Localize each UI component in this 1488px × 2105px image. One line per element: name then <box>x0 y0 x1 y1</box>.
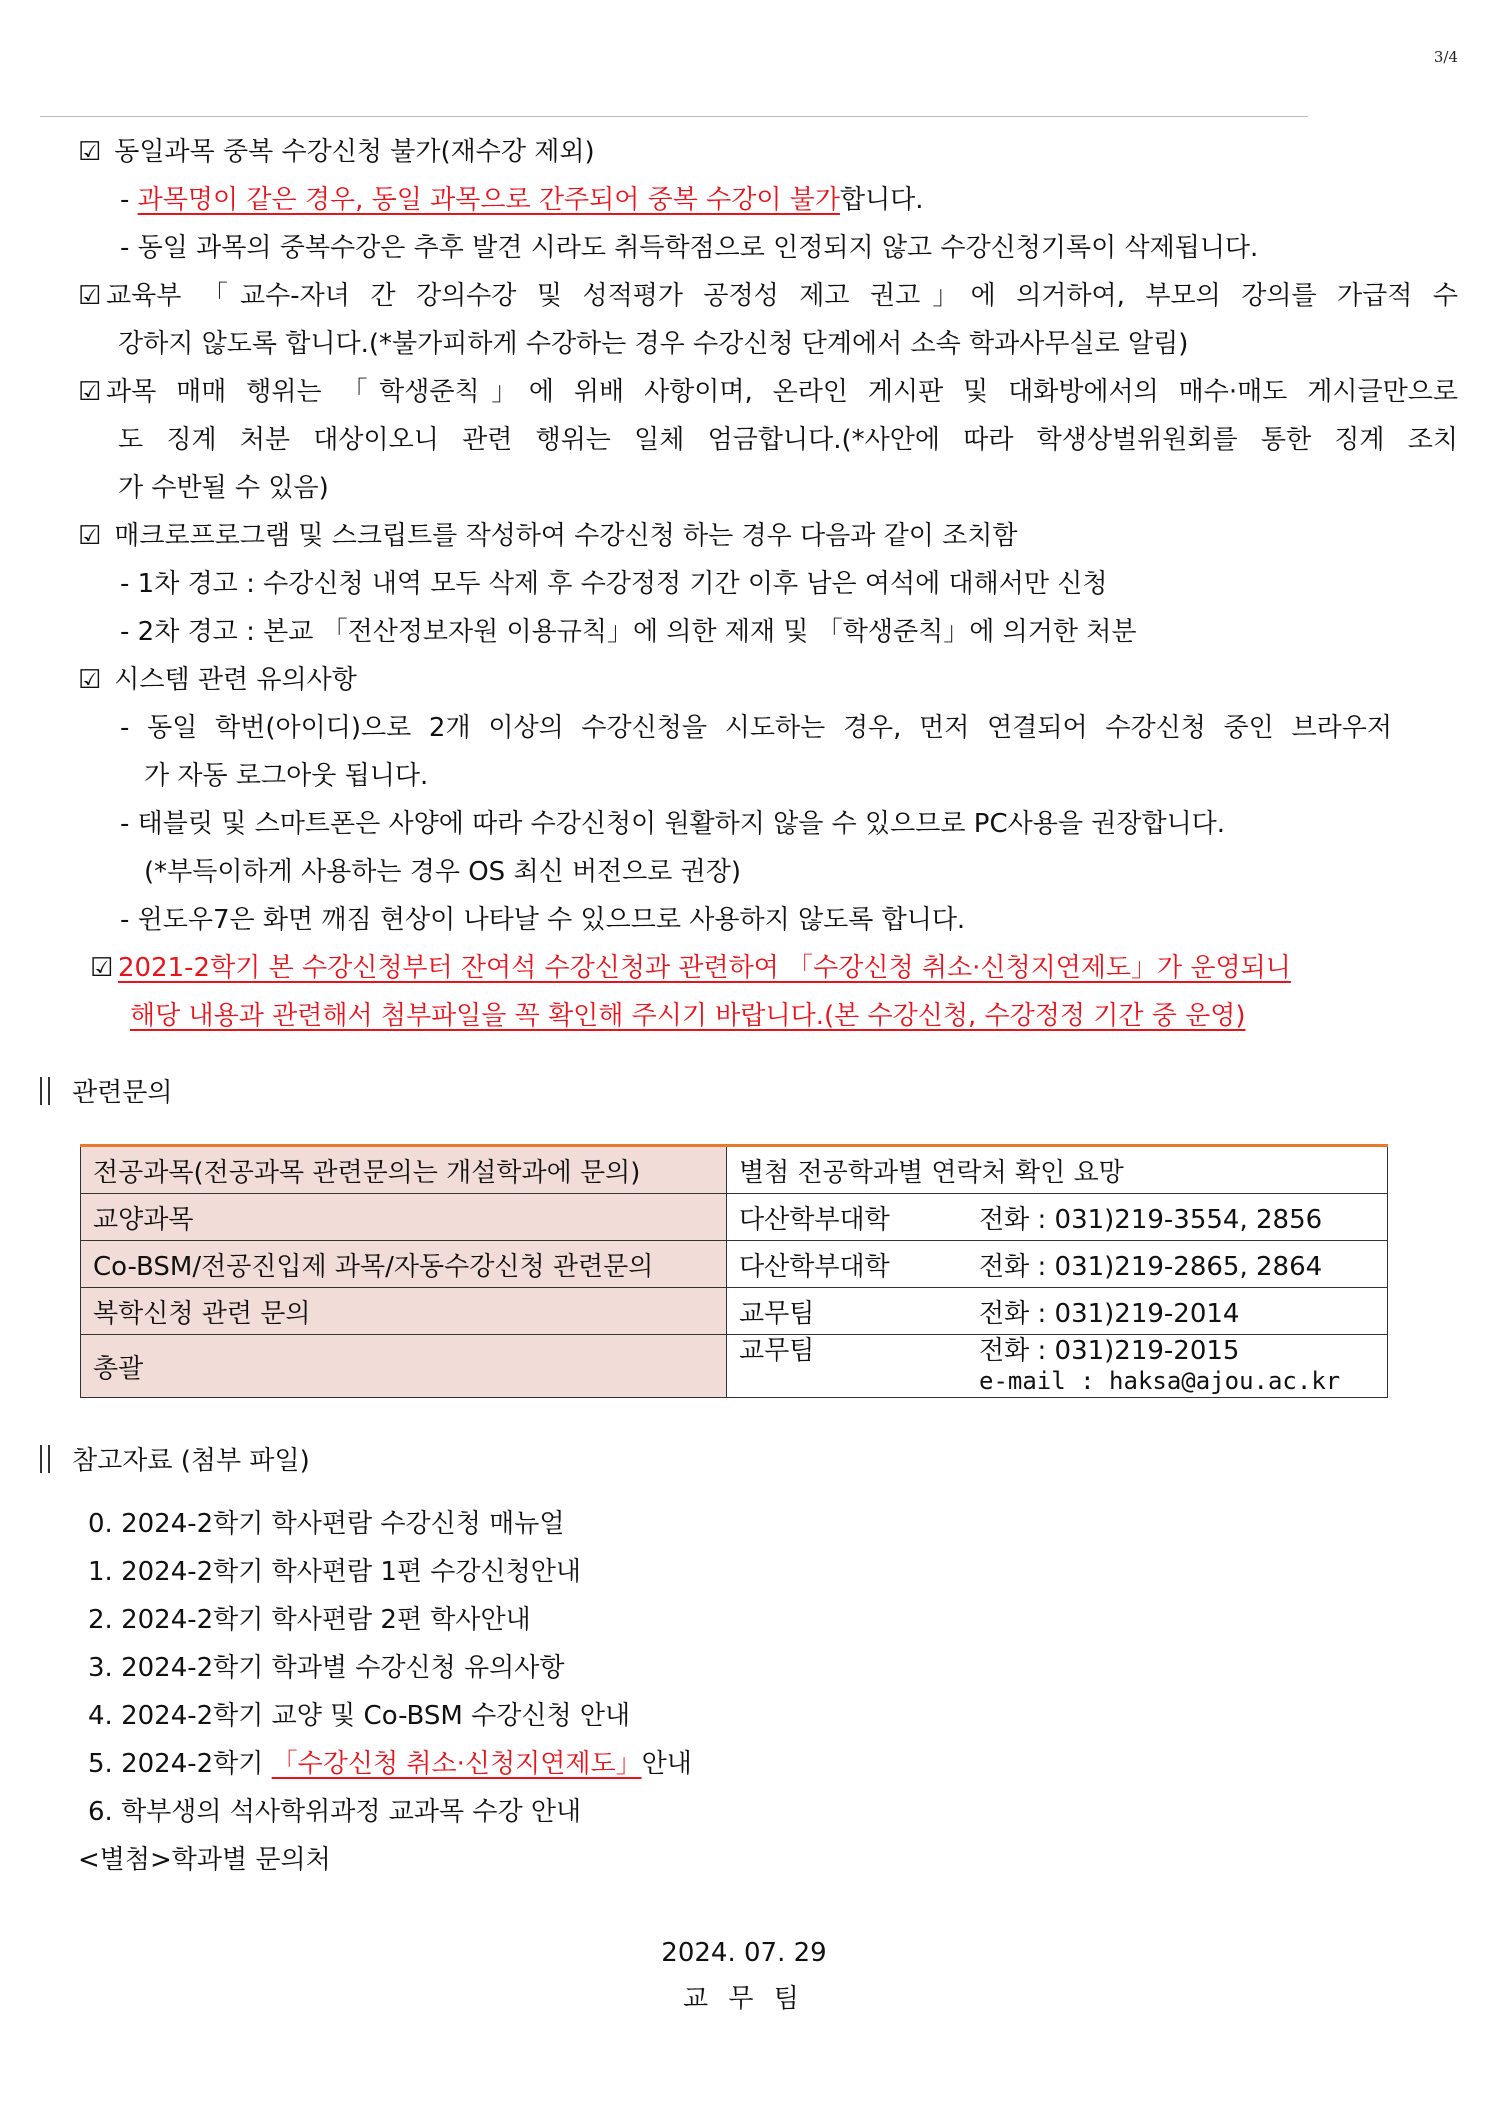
table-row <box>81 1335 1388 1398</box>
list-item: 6. 학부생의 석사학위과정 교과목 수강 안내 <box>88 1797 582 1827</box>
notice-1-detail-1: - 과목명이 같은 경우, 동일 과목으로 간주되어 중복 수강이 불가합니다. <box>120 185 924 215</box>
contact-value <box>727 1288 1388 1335</box>
notice-6-line-1: ☑ 2021-2학기 본 수강신청부터 잔여석 수강신청과 관련하여 「수강신청 취소·신청지연제도」가 운영되니 <box>78 944 1458 992</box>
contact-label: Co-BSM/전공진입제 과목/자동수강신청 관련문의 <box>81 1241 727 1288</box>
contact-label: 전공과목(전공과목 관련문의는 개설학과에 문의) <box>81 1146 727 1194</box>
contact-phone: 전화 : 031)219-2865, 2864 <box>979 1251 1323 1282</box>
contact-label: 복학신청 관련 문의 <box>81 1288 727 1335</box>
checkbox-icon: ☑ <box>78 281 102 311</box>
footer-team: 교 무 팀 <box>683 1984 805 2014</box>
red-emphasis: 과목명이 같은 경우, 동일 과목으로 간주되어 중복 수강이 불가 <box>137 185 840 215</box>
section-bar-icon <box>40 1077 50 1105</box>
page-number: 3/4 <box>1433 48 1458 66</box>
list-item: 0. 2024-2학기 학사편람 수강신청 매뉴얼 <box>88 1509 565 1539</box>
list-item: 2. 2024-2학기 학사편람 2편 학사안내 <box>88 1605 531 1635</box>
checkbox-icon: ☑ <box>78 521 102 551</box>
appendix-note: <별첨>학과별 문의처 <box>78 1845 331 1875</box>
contact-label: 교양과목 <box>81 1194 727 1241</box>
notice-5-detail-2a: - 태블릿 및 스마트폰은 사양에 따라 수강신청이 원활하지 않을 수 있으므로 PC사용을 권장합니다. <box>120 809 1226 839</box>
contact-org: 교무팀 <box>739 1298 815 1329</box>
notice-5-detail-1b: 가 자동 로그아웃 됩니다. <box>144 761 429 791</box>
notice-2-line-1: ☑ 교육부 「교수-자녀 간 강의수강 및 성적평가 공정성 제고 권고」에 의거하여, 부모의 강의를 가급적 수 <box>78 272 1458 320</box>
notice-5-detail-3: - 윈도우7은 화면 깨짐 현상이 나타날 수 있으므로 사용하지 않도록 합니다. <box>120 905 966 935</box>
notice-1-title: ☑ 동일과목 중복 수강신청 불가(재수강 제외) <box>78 128 1458 176</box>
contact-email: e-mail : haksa@ajou.ac.kr <box>979 1367 1341 1395</box>
table-row <box>81 1146 1388 1194</box>
contact-org: 다산학부대학 <box>739 1204 890 1235</box>
list-item: 5. 2024-2학기 「수강신청 취소·신청지연제도」안내 <box>88 1749 692 1779</box>
notice-3-line-1: ☑ 과목 매매 행위는 「학생준칙」에 위배 사항이며, 온라인 게시판 및 대화방에서의 매수·매도 게시글만으로 <box>78 368 1458 416</box>
table-row <box>81 1194 1388 1241</box>
notice-3-line-2: 도 징계 처분 대상이오니 관련 행위는 일체 엄금합니다.(*사안에 따라 학생상벌위원회를 통한 징계 조치 <box>118 425 1458 455</box>
references-heading: 참고자료 (첨부 파일) <box>40 1440 310 1477</box>
table-row <box>81 1241 1388 1288</box>
notice-4-title: ☑ 매크로프로그램 및 스크립트를 작성하여 수강신청 하는 경우 다음과 같이 조치함 <box>78 512 1458 560</box>
contact-org: 교무팀 <box>739 1336 815 1366</box>
checkbox-icon: ☑ <box>78 137 102 167</box>
notice-5-detail-1a: - 동일 학번(아이디)으로 2개 이상의 수강신청을 시도하는 경우, 먼저 연결되어 수강신청 중인 브라우저 <box>120 713 1392 743</box>
notice-3-line-3: 가 수반될 수 있음) <box>118 473 329 503</box>
header-divider <box>40 116 1308 117</box>
contact-value: 별첨 전공학과별 연락처 확인 요망 <box>727 1146 1388 1194</box>
references-list <box>78 1500 692 1884</box>
notice-list <box>78 128 1458 1040</box>
contact-phone: 전화 : 031)219-2014 <box>979 1298 1240 1329</box>
table-row <box>81 1288 1388 1335</box>
notice-6-line-2: 해당 내용과 관련해서 첨부파일을 꼭 확인해 주시기 바랍니다.(본 수강신청, 수강정정 기간 중 운영) <box>130 1001 1246 1031</box>
section-bar-icon <box>40 1445 50 1473</box>
contact-table <box>80 1144 1388 1398</box>
checkbox-icon: ☑ <box>78 665 102 695</box>
contact-phone: 전화 : 031)219-2015 <box>979 1336 1240 1366</box>
contact-value <box>727 1241 1388 1288</box>
notice-1-detail-2: - 동일 과목의 중복수강은 추후 발견 시라도 취득학점으로 인정되지 않고 수강신청기록이 삭제됩니다. <box>120 233 1259 263</box>
red-emphasis: 「수강신청 취소·신청지연제도」 <box>271 1749 642 1779</box>
contact-label: 총괄 <box>81 1335 727 1398</box>
contact-value <box>727 1335 1388 1398</box>
checkbox-icon: ☑ <box>90 953 114 983</box>
notice-4-detail-1: - 1차 경고 : 수강신청 내역 모두 삭제 후 수강정정 기간 이후 남은 여석에 대해서만 신청 <box>120 569 1108 599</box>
contact-phone: 전화 : 031)219-3554, 2856 <box>979 1204 1323 1235</box>
list-item: 1. 2024-2학기 학사편람 1편 수강신청안내 <box>88 1557 582 1587</box>
contact-org: 다산학부대학 <box>739 1251 890 1282</box>
notice-5-title: ☑ 시스템 관련 유의사항 <box>78 656 1458 704</box>
contact-value <box>727 1194 1388 1241</box>
contact-heading: 관련문의 <box>40 1072 172 1109</box>
list-item: 3. 2024-2학기 학과별 수강신청 유의사항 <box>88 1653 565 1683</box>
footer-date: 2024. 07. 29 <box>661 1938 827 1968</box>
notice-5-detail-2b: (*부득이하게 사용하는 경우 OS 최신 버전으로 권장) <box>144 857 742 887</box>
notice-2-line-2: 강하지 않도록 합니다.(*불가피하게 수강하는 경우 수강신청 단계에서 소속 학과사무실로 알림) <box>118 329 1189 359</box>
notice-4-detail-2: - 2차 경고 : 본교 「전산정보자원 이용규칙」에 의한 제재 및 「학생준칙」에 의거한 처분 <box>120 617 1137 647</box>
checkbox-icon: ☑ <box>78 377 102 407</box>
list-item: 4. 2024-2학기 교양 및 Co-BSM 수강신청 안내 <box>88 1701 631 1731</box>
